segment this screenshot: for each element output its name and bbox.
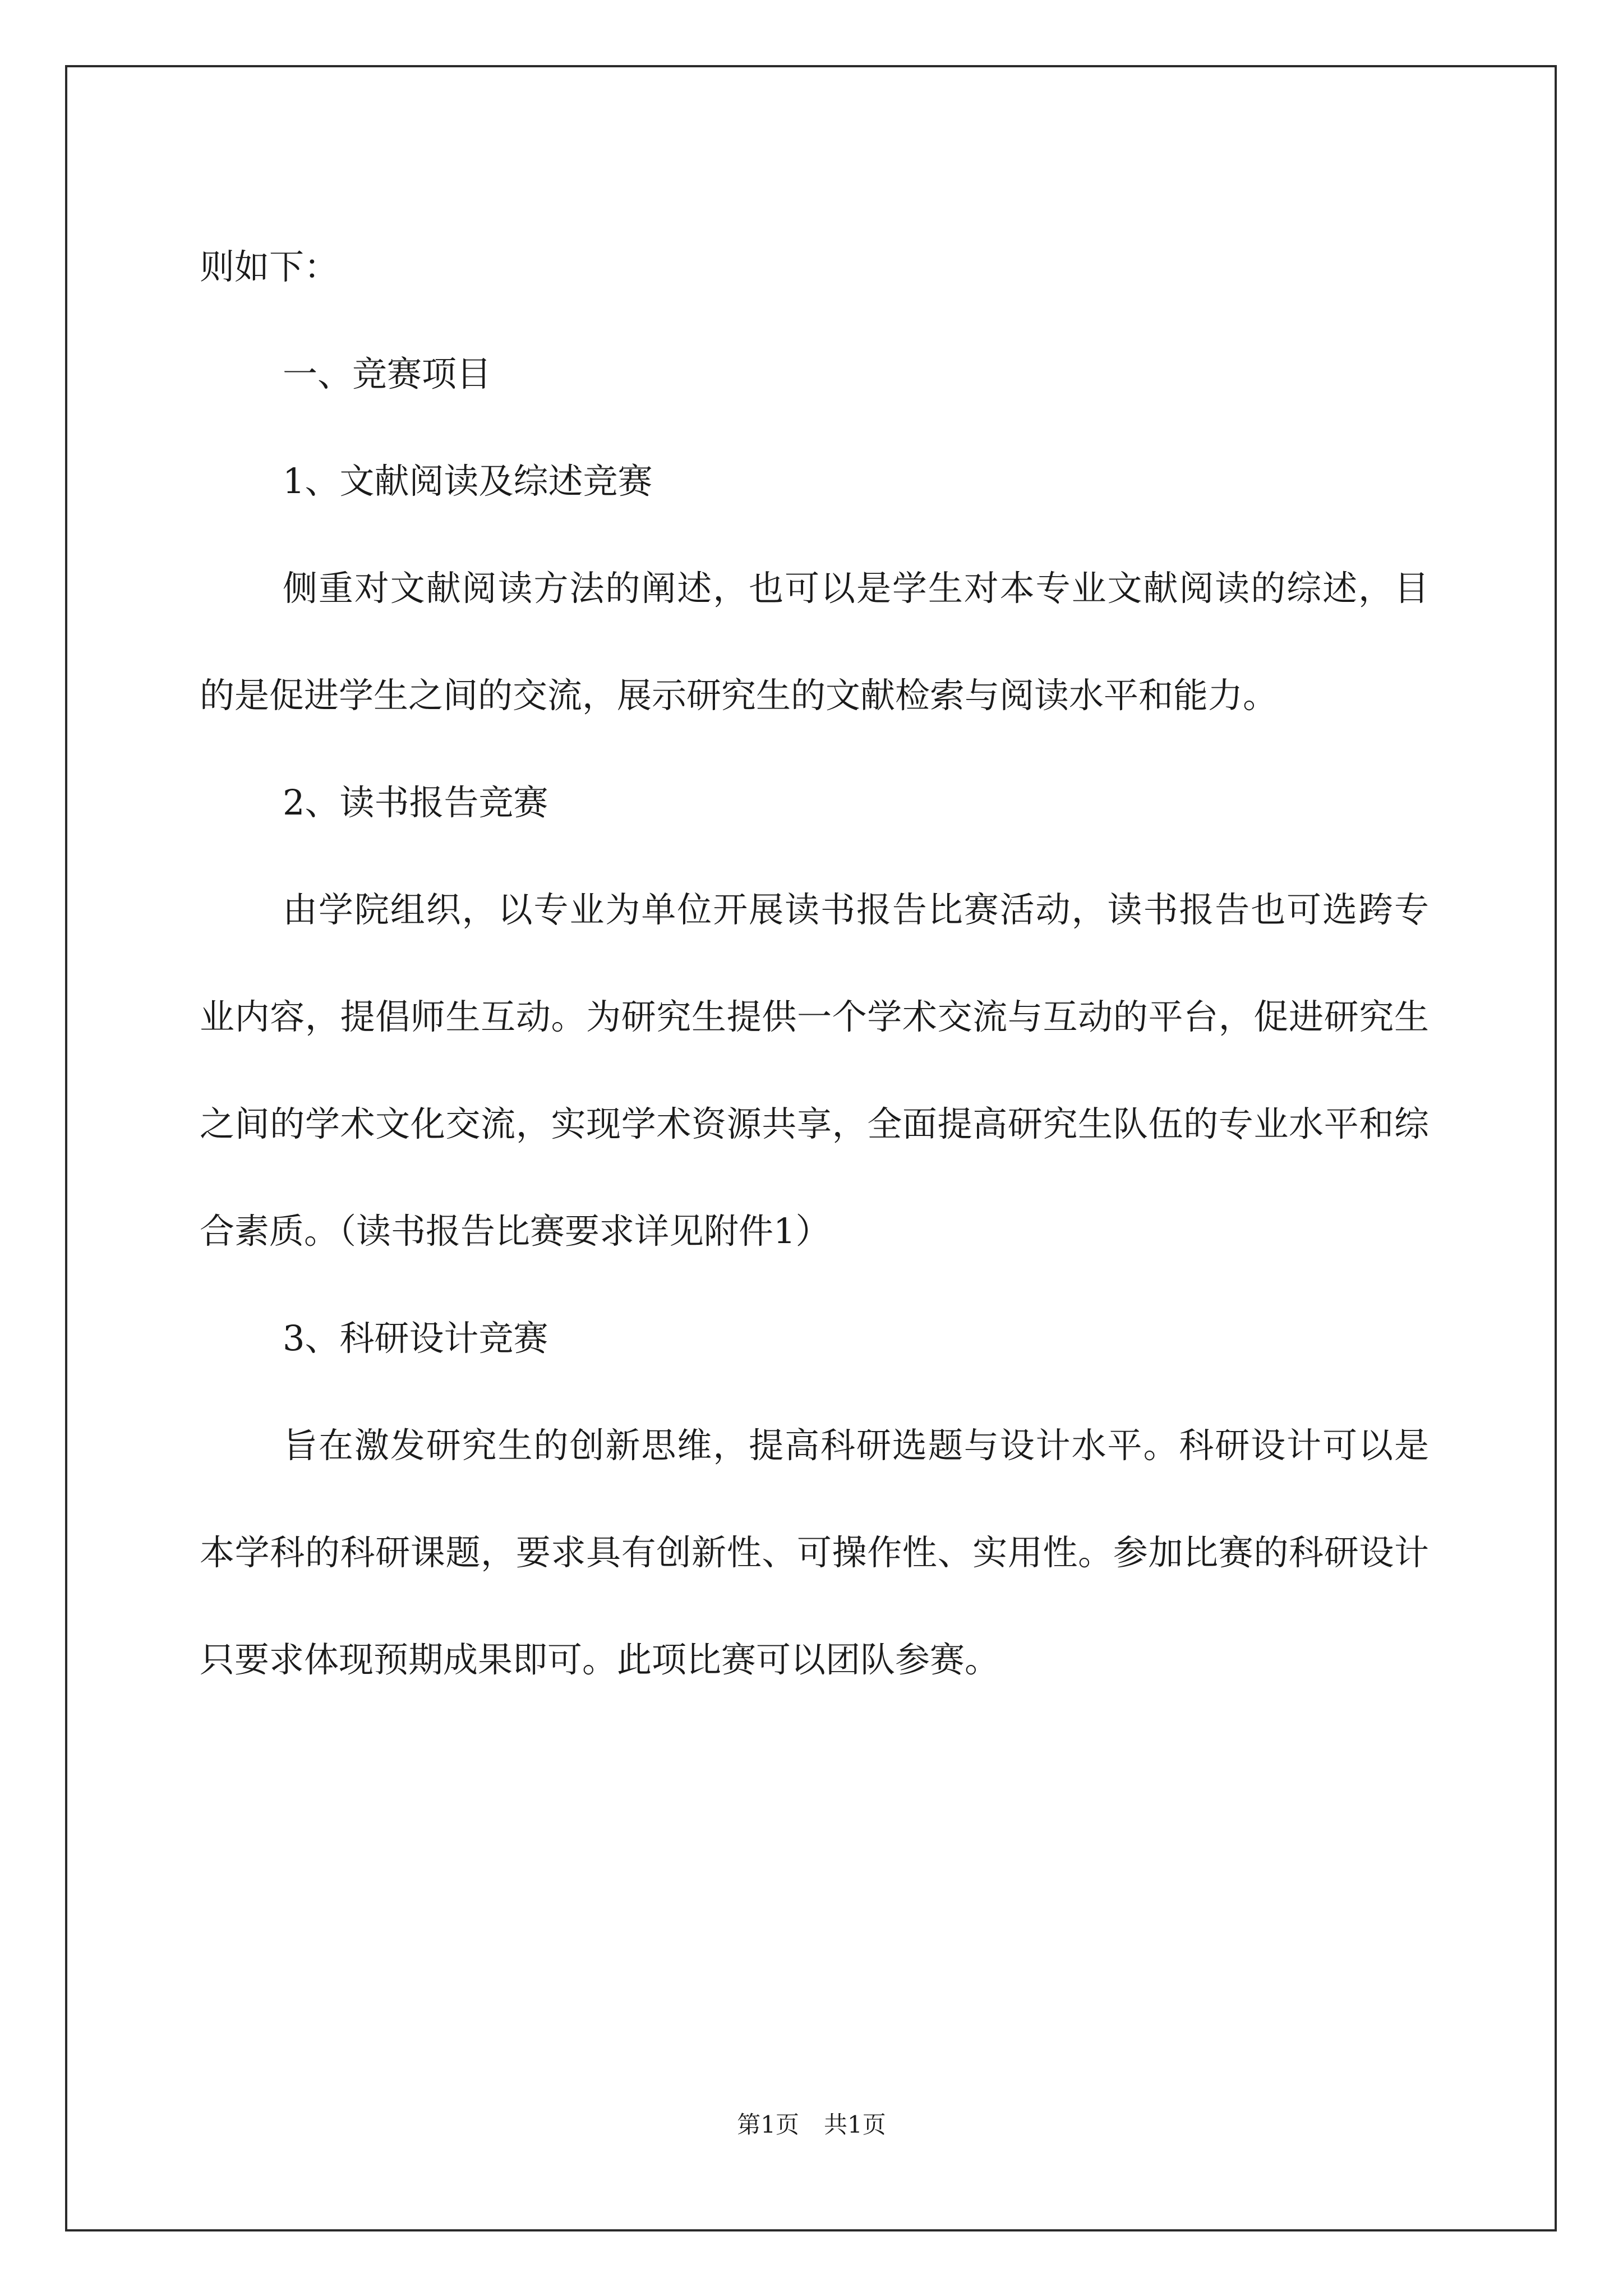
item-heading-reading-report: 2、读书报告竞赛 <box>283 782 548 823</box>
page-number-total: 共1页 <box>824 2111 886 2138</box>
item-heading-literature-review: 1、文献阅读及综述竞赛 <box>283 461 653 501</box>
paragraph-literature-review: 侧重对文献阅读方法的阐述，也可以是学生对本专业文献阅读的综述，目的是促进学生之间的交流，展示研究生的文献检索与阅读水平和能力。 <box>200 568 1429 716</box>
item-heading-research-design: 3、科研设计竞赛 <box>283 1318 548 1359</box>
section-heading-competition-items: 一、竞赛项目 <box>283 353 492 394</box>
page-number-current: 第1页 <box>737 2111 799 2138</box>
document-body <box>200 213 1429 1713</box>
page-footer <box>0 2108 1623 2142</box>
paragraph-intro: 则如下： <box>200 246 339 287</box>
paragraph-research-design: 旨在激发研究生的创新思维，提高科研选题与设计水平。科研设计可以是本学科的科研课题，要求具有创新性、可操作性、实用性。参加比赛的科研设计只要求体现预期成果即可。此项比赛可以团队参赛。 <box>200 1425 1429 1680</box>
paragraph-reading-report: 由学院组织，以专业为单位开展读书报告比赛活动，读书报告也可选跨专业内容，提倡师生互动。为研究生提供一个学术交流与互动的平台，促进研究生之间的学术文化交流，实现学术资源共享，全面提高研究生队伍的专业水平和综合素质。（读书报告比赛要求详见附件1） <box>200 889 1429 1251</box>
